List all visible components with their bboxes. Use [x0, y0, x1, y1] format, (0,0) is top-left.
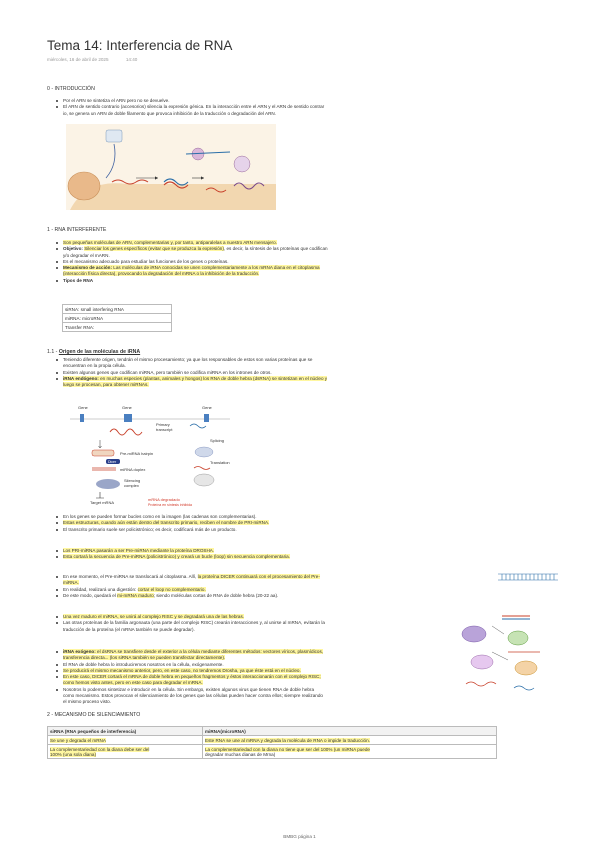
target-complex-shape: [515, 661, 537, 675]
table-cell: siRNA: small interfering RNA: [63, 305, 172, 314]
processing-list-b: [47, 548, 533, 561]
duplex-strand: [92, 468, 116, 470]
label-degraded: mRNA degradado: [148, 497, 180, 502]
list-item: Objetivo: Silenciar los genes específicos (evitar que se produzca la expresión), es decir, la síntesis de las proteínas que codifican y/o degradar el mARN.: [63, 246, 503, 259]
risc-complex-shape: [508, 631, 528, 645]
table-header: miRNA(microRNA): [203, 727, 497, 736]
processing-list-d: [47, 614, 443, 633]
list-item: Nosotros lo podemos sintetizar e introducir en la célula. Sin embargo, existen algunos virus que tienen RNA de doble hebra como mecanismo. Estos provocan el silenciamiento de los genes que las células pueden hacer contra ellos; siempre realizando el mismo proceso visto.: [63, 687, 458, 706]
page-date: miércoles, 16 de abril de 2025: [47, 57, 109, 62]
page-footer: BMBG página 1: [283, 834, 316, 839]
table-header: siRNA (RNA pequeños de interferencia): [48, 727, 203, 736]
list-item: iRNA endógeno: en muchas especies (plantas, animales y hongos) los RNA de doble hebra (dsRNA) se sintetizan en el núcleo y luego se procesan, para obtener miRNAs.: [63, 376, 503, 389]
rna-duplex-diagram: [496, 568, 560, 588]
list-item: En realidad, realizará una digestión: cortar el loop no complementario.: [63, 587, 503, 593]
complex-shape: [234, 156, 250, 172]
label-hairpin: Pre-miRNA hairpin: [120, 451, 154, 456]
table-cell: miRNA: microRNA: [63, 314, 172, 323]
list-item: En este caso, DICER cortará el mRNA de doble hebra en pequeños fragmentos y éstos interaccionarán con el complejo RISC; como hemos visto antes, pero en este caso para degradar el mRNA.: [63, 674, 458, 687]
gene-block: [204, 414, 209, 422]
intro-list: [47, 98, 483, 117]
label-target: Target mRNA: [90, 500, 115, 505]
list-item: Esta cortará la secuencia de Pre-miRNA (policistrónico) y creará un bucle (loop) sin secuencia complementaria.: [63, 554, 533, 560]
table-row: [48, 745, 497, 759]
protein-shape: [194, 474, 214, 486]
list-item: Son pequeñas moléculas de ARN, complementarias y, por tanto, antiparalelas a nuestro ARN mensajero.: [63, 240, 503, 246]
rna-interferente-list: [47, 240, 503, 284]
table-row: [48, 736, 497, 745]
list-item: Los PRI-miRNA pasarán a ser Pre-miRNA mediante la proteína DROSHA.: [63, 548, 533, 554]
table-row: [63, 323, 172, 332]
table-cell: Este RNA se une al mRNA y degrada la molécula de RNA o impide la traducción.: [203, 736, 497, 745]
list-item: Mecanismo de acción: Las moléculas de iRNA conocidas se unen complementariamente a los mRNA diana en el citoplasma (interacción física directa), provocando la degradación del mRNA o la inhibición de la traducción.: [63, 265, 503, 278]
label-transcript: transcript: [156, 427, 173, 432]
rna-types-table: [62, 304, 172, 332]
exogenous-list: [47, 649, 458, 706]
list-item: De este modo, quedará el mi-mRNA maduro; siendo moléculas cortas de RNA de doble hebra (20-22 aa).: [63, 593, 503, 599]
page-time: 14:40: [125, 57, 138, 62]
label-inhibited: Proteína en síntesis inhibida: [148, 503, 192, 507]
processing-list-c: [47, 574, 503, 599]
arrow-line: [99, 440, 102, 448]
list-item: Las otras proteínas de la familia argonauta (una parte del complejo RISC) crearán interacciones y, al unirse al mRNA, evitarán la traducción de la proteína (el mRNA también se puede degradar).: [63, 620, 443, 633]
table-row: [63, 314, 172, 323]
origen-list: [47, 357, 503, 388]
arrow-line: [492, 626, 508, 660]
list-item: Estas estructuras, cuando aún están dentro del transcrito primario, reciben el nombre de PRI-miRNA.: [63, 520, 533, 526]
mrna-strand: [514, 686, 534, 690]
mrna-strand: [466, 682, 496, 686]
list-item: Tipos de RNA: [63, 278, 503, 284]
processing-list-a: [47, 514, 533, 533]
mirna-pathway-diagram: [70, 402, 230, 510]
list-item: Una vez maduro el miRNA, se unirá al complejo RISC y se degradará una de las hebras.: [63, 614, 443, 620]
gene-block: [124, 414, 132, 422]
table-cell: Se une y degrada el mRNA: [48, 736, 203, 745]
label-gene-2: Gene: [122, 405, 132, 410]
table-cell: La complementariedad con la diana debe ser del 100% (una sola diana): [48, 745, 203, 759]
list-item: El transcrito primario suele ser policistrónico; es decir, codificará más de un producto.: [63, 527, 533, 533]
inhibition-mark: [96, 492, 104, 498]
label-silencing: Silencing: [124, 478, 141, 483]
label-duplex: miRNA duplex: [120, 467, 146, 472]
label-dicer: Dicer: [108, 460, 117, 464]
list-item: Teniendo diferente origen, tendrán el mismo procesamiento; ya que los responsables de estos son varias proteínas que se encuentran en la propia célula.: [63, 357, 503, 370]
risc-pathway-diagram: [452, 612, 562, 698]
page-meta: [47, 57, 153, 62]
page-title: Tema 14: Interferencia de RNA: [47, 38, 233, 53]
mrna-strand: [194, 467, 210, 470]
list-item: En los genes se pueden formar bucles como en la imagen (las cadenas son complementarias).: [63, 514, 533, 520]
list-item: iRNA exógeno: el dsRNA se transfiere desde el exterior a la célula mediante diferentes métodos: vectores víricos, plasmídicos, transferencia directa... (los siRNA también se pueden transfectar directamente).: [63, 649, 458, 662]
antisense-diagram: [66, 124, 276, 210]
ribosome-shape: [195, 447, 213, 457]
label-complex: complex: [124, 483, 139, 488]
list-item: El RNA de doble hebra lo introduciremos nosotros en la célula, exógenamente.: [63, 662, 458, 668]
argonaute-shape: [471, 655, 493, 669]
label-gene-1: Gene: [78, 405, 88, 410]
list-item: El ARN de sentido contrario (accesorios) silencia la expresión génica. En la interacción entre el ARN y el ARN de sentido contrar io, se genera un ARN de doble filamento que provoca inhibición de la traducción o degradación del ARN.: [63, 104, 483, 117]
mrna-strand: [190, 424, 206, 428]
primary-transcript-strand: [110, 429, 142, 435]
hairpin-shape: [92, 450, 114, 456]
list-item: Se producirá el mismo mecanismo anterior, pero, en este caso, no tendremos Drosha, ya que éste está en el núcleo.: [63, 668, 458, 674]
list-item: En ese momento, el Pre-miRNA se translocará al citoplasma. Allí, la proteína DICER continuará con el procesamiento del Pre- miRNA.: [63, 574, 503, 587]
list-item: Existen algunos genes que codifican miRNA, pero también se codifica miRNA en los intrones de otros.: [63, 370, 503, 376]
list-item: Por el ARN se sintetiza el ARN pero no se devuelve.: [63, 98, 483, 104]
nucleus-shape: [68, 172, 100, 200]
silencing-complex-shape: [96, 479, 120, 489]
section-heading-origen: 1.1 - Origen de las moléculas de iRNA: [47, 349, 141, 355]
vector-box: [106, 130, 122, 142]
label-translation: Translation: [210, 460, 230, 465]
table-row: [63, 305, 172, 314]
table-cell: Transfer RNA:: [63, 323, 172, 332]
table-cell: La complementariedad con la diana no tiene que ser del 100% (un miRNA puede degradar muchas dianas de Mrna): [203, 745, 497, 759]
gene-block: [80, 414, 84, 422]
label-primary: Primary: [156, 422, 170, 427]
dicer-complex-shape: [462, 626, 486, 642]
section-heading-mecanismo: 2 - MECANISMO DE SILENCIAMIENTO: [47, 712, 141, 718]
list-item: Es el mecanismo adecuado para estudiar las funciones de los genes o proteínas.: [63, 259, 503, 265]
section-heading-rna-interferente: 1 - RNA INTERFERENTE: [47, 227, 107, 233]
section-heading-intro: 0 - INTRODUCCIÓN: [47, 86, 95, 92]
label-gene-3: Gene: [202, 405, 212, 410]
label-splicing: Splicing: [210, 438, 225, 443]
silencing-mechanism-table: [47, 726, 497, 759]
table-row: [48, 727, 497, 736]
